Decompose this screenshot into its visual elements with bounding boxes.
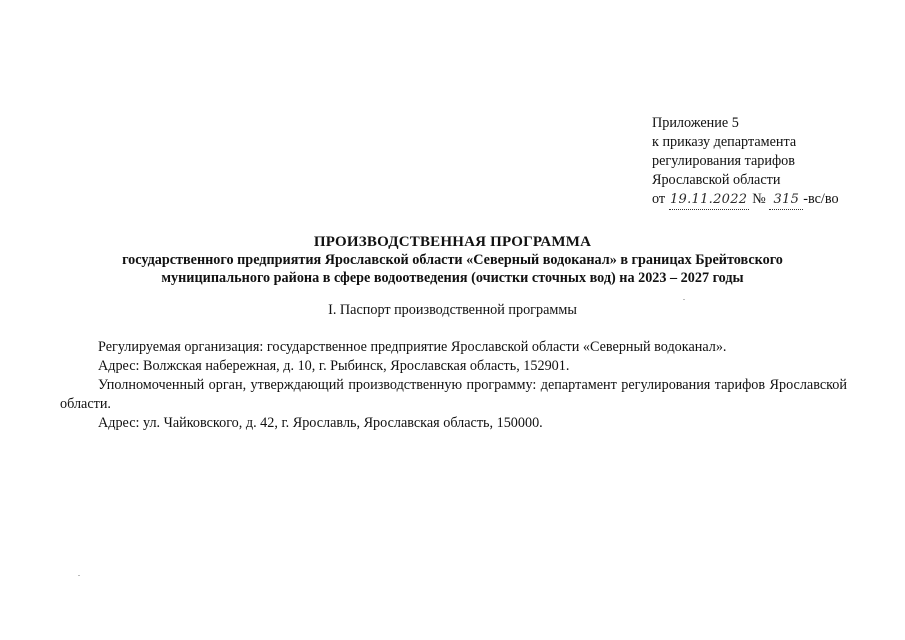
regulated-organization: Регулируемая организация: государственное предприятие Ярославской области «Северный водоканал». bbox=[98, 339, 727, 355]
number-suffix: -вс/во bbox=[803, 191, 839, 207]
appendix-department: регулирования тарифов bbox=[652, 153, 795, 169]
appendix-order-ref: к приказу департамента bbox=[652, 134, 797, 150]
handwritten-date: 19.11.2022 bbox=[669, 190, 749, 210]
handwritten-number: 315 bbox=[769, 190, 803, 210]
title-main: ПРОИЗВОДСТВЕННАЯ ПРОГРАММА bbox=[313, 234, 592, 250]
appendix-header bbox=[652, 114, 839, 210]
appendix-date-line bbox=[652, 190, 839, 210]
authorized-body: Уполномоченный орган, утверждающий производственную программу: департамент регулирования тарифов Ярославской области. bbox=[60, 377, 847, 412]
document-title bbox=[60, 233, 845, 287]
date-prefix: от bbox=[652, 191, 666, 207]
title-subtitle-line-2: муниципального района в сфере водоотведения (очистки сточных вод) на 2023 – 2027 годы bbox=[161, 270, 744, 286]
appendix-region: Ярославской области bbox=[652, 172, 781, 188]
section-heading: I. Паспорт производственной программы bbox=[328, 302, 577, 318]
title-subtitle-line-1: государственного предприятия Ярославской области «Северный водоканал» в границах Брейтовского bbox=[122, 252, 783, 268]
appendix-number: Приложение 5 bbox=[652, 115, 739, 131]
organization-address: Адрес: Волжская набережная, д. 10, г. Рыбинск, Ярославская область, 152901. bbox=[98, 358, 570, 374]
number-prefix: № bbox=[752, 191, 766, 207]
passport-body bbox=[60, 338, 847, 433]
scan-speck bbox=[683, 299, 685, 300]
scan-speck bbox=[78, 575, 80, 576]
authorized-body-address: Адрес: ул. Чайковского, д. 42, г. Ярославль, Ярославская область, 150000. bbox=[98, 415, 543, 431]
